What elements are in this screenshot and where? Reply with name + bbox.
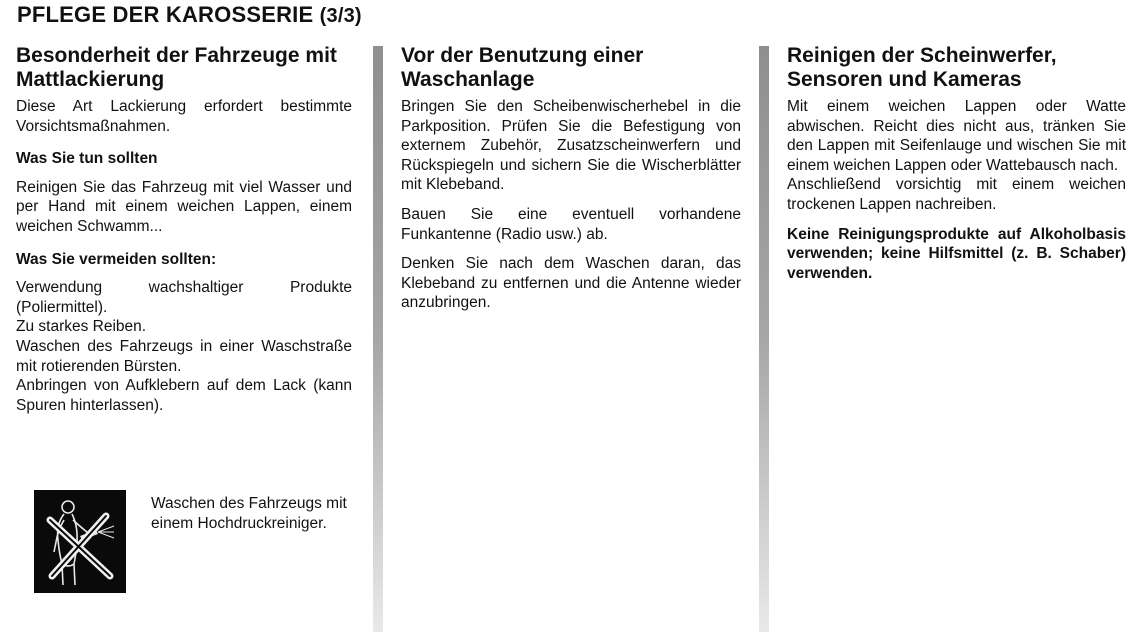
do-heading: Was Sie tun sollten [16,150,158,168]
page-part-indicator: (3/3) [319,5,362,27]
section-heading-matt-paint: Besonderheit der Fahrzeuge mit Mattlackierung [16,44,337,91]
page-title-text: PFLEGE DER KAROSSERIE [17,2,314,27]
headlights-paragraph: Anschließend vorsichtig mit einem weichen trockenen Lappen nachreiben. [787,176,1126,213]
column-headlights [787,44,1126,283]
car-wash-paragraph: Denken Sie nach dem Waschen daran, das Klebeband zu entfernen und die Antenne wieder anzubringen. [401,255,741,312]
no-pressure-washer-icon [34,490,126,593]
car-wash-paragraph: Bringen Sie den Scheibenwischerhebel in die Parkposition. Prüfen Sie die Befestigung von externem Zubehör, Zusatzscheinwerfern und Rückspiegeln und sichern Sie die Wischerblätter mit Klebeband. [401,98,741,194]
page-title [17,2,362,28]
column-divider [759,46,769,632]
section-heading-car-wash: Vor der Benutzung einer Waschanlage [401,44,644,91]
headlights-warning: Keine Reinigungsprodukte auf Alkoholbasis verwenden; keine Hilfsmittel (z. B. Schaber) verwenden. [787,225,1126,282]
section-heading-headlights: Reinigen der Scheinwerfer, Sensoren und Kameras [787,44,1057,91]
do-text: Reinigen Sie das Fahrzeug mit viel Wasser und per Hand mit einem weichen Lappen, einem weichen Schwamm... [16,178,352,235]
avoid-item: Anbringen von Aufklebern auf dem Lack (kann Spuren hinterlassen). [16,377,352,414]
column-car-wash [401,44,741,313]
avoid-item: Waschen des Fahrzeugs in einer Waschstraße mit rotierenden Bürsten. [16,337,352,375]
matt-paint-intro: Diese Art Lackierung erfordert bestimmte Vorsichtsmaßnahmen. [16,98,352,135]
avoid-heading: Was Sie vermeiden sollten: [16,250,217,268]
headlights-paragraph: Mit einem weichen Lappen oder Watte abwischen. Reicht dies nicht aus, tränken Sie den Lappen mit Seifenlauge und wischen Sie mit einem weichen Lappen oder Wattebausch nach. [787,98,1126,174]
pressure-washer-prohibited-icon [34,490,126,593]
avoid-item: Zu starkes Reiben. [16,318,147,336]
icon-caption: Waschen des Fahrzeugs mit einem Hochdruckreiniger. [151,495,347,532]
column-matt-paint [16,44,352,415]
car-wash-paragraph: Bauen Sie eine eventuell vorhandene Funkantenne (Radio usw.) ab. [401,205,741,243]
column-divider [373,46,383,632]
avoid-item: Verwendung wachshaltiger Produkte (Poliermittel). [16,279,352,316]
